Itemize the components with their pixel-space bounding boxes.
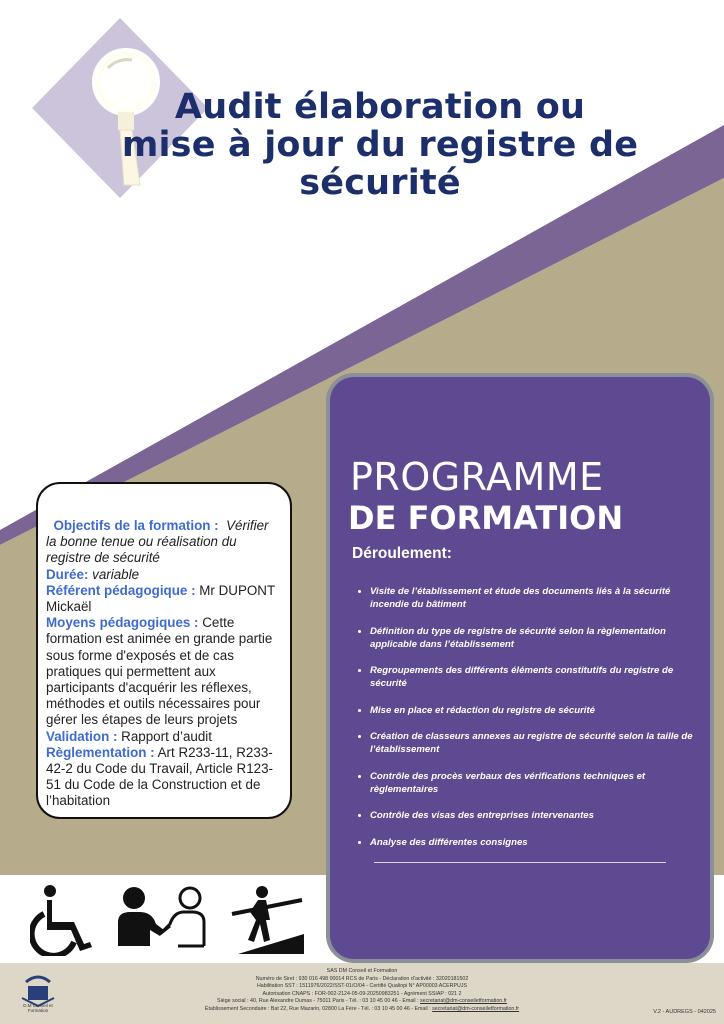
email-link-secondary[interactable]: secretariat@dm-conseiletformation.fr (432, 1005, 520, 1012)
list-item: • Contrôle des visas des entreprises intervenantes (370, 809, 710, 822)
footer-line-1: SAS DM Conseil et Formation (326, 968, 398, 974)
objectifs (46, 518, 282, 567)
helping-person-icon (112, 884, 210, 956)
logo-text: D.M Conseil et Formation (23, 1003, 53, 1013)
email-link[interactable]: secretariat@dm-conseiletformation.fr (420, 998, 507, 1004)
moyens (46, 615, 282, 728)
programme-divider (374, 862, 666, 863)
list-item: • Visite de l’établissement et étude des documents liés à la sécurité incendie du bâtiment (370, 585, 710, 611)
title-line-2: mise à jour du registre de (121, 125, 639, 165)
list-item: • Regroupements des différents éléments constitutifs du registre de sécurité (370, 664, 710, 690)
objectifs-label: Objectifs de la formation : (53, 518, 219, 533)
title-line-3: sécurité (299, 163, 461, 203)
footer-line-4: Autorisation CNAPS : FOR-002-2124-05-09-20250983251 - Agrément SSIAP : 021 2 (262, 990, 462, 997)
version-label: V.2 - AUDREGS - 042025 (653, 1009, 716, 1015)
list-item: • Contrôle des procès verbaux des vérifications techniques et règlementaires (370, 770, 710, 796)
programme-list (350, 585, 710, 862)
programme-panel (326, 373, 714, 963)
info-box (36, 482, 292, 819)
validation-label: Validation : (46, 728, 118, 744)
reglementation-label: Règlementation : (46, 744, 155, 760)
validation (46, 729, 282, 745)
duree-value: variable (92, 566, 140, 582)
validation-value: Rapport d’audit (121, 728, 212, 744)
duree (46, 567, 282, 583)
referent-label: Référent pédagogique : (46, 582, 196, 598)
list-item: • Définition du type de registre de sécurité selon la règlementation applicable dans l’établissement (370, 625, 710, 651)
footer-address-secondary: Établissement Secondaire : Bat 22, Rue Mazarin, 02800 La Fère - Tél. : 03 10 45 00 46 - Email : (204, 1005, 433, 1012)
moyens-value: Cette formation est animée en grande partie sous forme d'exposés et de cas pratiques qui permettent aux participants d'acquérir les réflexes, méthodes et outils nécessaires pour gérer les étapes de leurs projets (46, 615, 273, 728)
reglementation-value: Art R233-11, R233-42-2 du Code du Travail, Article R123-51 du Code de la Construction et de l’habitation (46, 744, 274, 809)
footer-line-2: Numéro de Siret : 930 016 498 00014 RCS de Paris - Déclaration d’activité : 32020181502 (255, 975, 469, 982)
referent (46, 583, 282, 615)
list-item: • Analyse des différentes consignes (370, 836, 710, 849)
title-line-1: Audit élaboration ou (174, 87, 586, 127)
deroulement-heading: Déroulement: (352, 545, 452, 562)
footer-line-6 (60, 1006, 664, 1014)
programme-title: PROGRAMME (350, 455, 604, 499)
footer-line-5 (60, 998, 664, 1006)
referent-value: Mr DUPONT Mickaël (46, 582, 275, 615)
ramp-walking-icon (230, 884, 306, 956)
page-title (110, 88, 650, 202)
footer-text (60, 968, 664, 1013)
list-item: • Mise en place et rédaction du registre de sécurité (370, 704, 710, 717)
formation-title: DE FORMATION (348, 499, 624, 537)
duree-label: Durée: (46, 566, 89, 582)
objectifs-value: Vérifier la bonne tenue ou réalisation du registre de sécurité (46, 518, 269, 566)
footer-line-3: Habilitation SST : 1511976/2022/SST-01/O/04 - Certifié Qualiopi N° AP00003 ACERPUJS (256, 983, 468, 989)
list-item: • Création de classeurs annexes au registre de sécurité selon la taille de l’établissement (370, 730, 710, 756)
footer-address-main: Siège social : 40, Rue Alexandre Dumas - 75011 Paris - Tél. : 03 10 45 00 46 - Email : (217, 998, 421, 1004)
reglementation (46, 745, 282, 810)
wheelchair-icon (30, 884, 100, 956)
moyens-label: Moyens pédagogiques : (46, 615, 199, 631)
